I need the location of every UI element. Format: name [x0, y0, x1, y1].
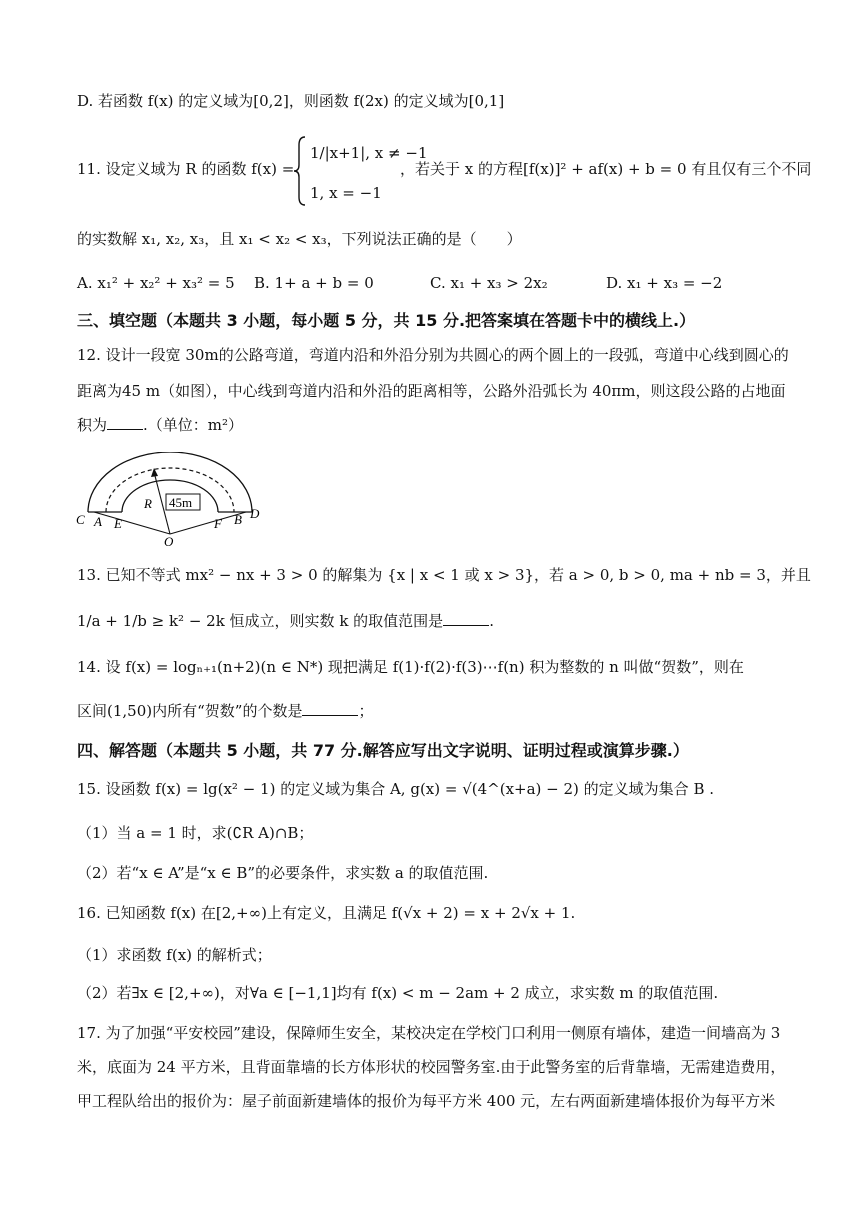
label-r: R [144, 496, 152, 511]
label-d: D [250, 506, 260, 521]
label-f: F [214, 516, 222, 531]
q15-part2: （2）若“x ∈ A”是“x ∈ B”的必要条件，求实数 a 的取值范围. [77, 864, 489, 882]
q12-text-a: 积为 [77, 416, 108, 434]
q17-line1: 17. 为了加强“平安校园”建设，保障师生安全，某校决定在学校门口利用一侧原有墙体，建造一间墙高为 3 [77, 1024, 781, 1042]
q16-part1: （1）求函数 f(x) 的解析式； [77, 946, 272, 964]
label-e: E [114, 516, 122, 531]
q12-line2: 距离为45 m（如图），中心线到弯道内沿和外沿的距离相等，公路外沿弧长为 40πm，则这段公路的占地面 [77, 382, 786, 400]
q11-line2: 的实数解 x₁, x₂, x₃，且 x₁ < x₂ < x₃，下列说法正确的是（ ） [77, 230, 522, 248]
q14-text-b: ； [358, 702, 374, 720]
road-curve-figure [74, 452, 264, 548]
q13-answer-blank[interactable] [443, 611, 489, 626]
q12-text-b: .（单位：m²） [143, 416, 244, 434]
q15-part1: （1）当 a = 1 时，求(∁R A)∩B； [77, 824, 314, 842]
q15-line1: 15. 设函数 f(x) = lg(x² − 1) 的定义域为集合 A, g(x) = √(4^(x+a) − 2) 的定义域为集合 B . [77, 780, 715, 798]
q17-line2: 米，底面为 24 平方米，且背面靠墙的长方体形状的校园警务室.由于此警务室的后背靠墙，无需建造费用， [77, 1058, 786, 1076]
q12-answer-blank[interactable] [107, 415, 143, 430]
q14-line1: 14. 设 f(x) = logₙ₊₁(n+2)(n ∈ N*) 现把满足 f(1)·f(2)·f(3)⋯f(n) 积为整数的 n 叫做“贺数”，则在 [77, 658, 744, 676]
q16-part2: （2）若∃x ∈ [2,+∞)，对∀a ∈ [−1,1]均有 f(x) < m − 2am + 2 成立，求实数 m 的取值范围. [77, 984, 719, 1002]
q13-text-b: . [489, 612, 494, 630]
piecewise-brace-icon [293, 135, 307, 207]
label-45m: 45m [169, 495, 193, 510]
q11-case2: 1, x = −1 [310, 184, 382, 202]
section-3-heading: 三、填空题（本题共 3 小题，每小题 5 分，共 15 分.把答案填在答题卡中的横线上.） [77, 311, 696, 330]
left-radius [94, 512, 170, 534]
q14-line2 [77, 700, 800, 722]
label-a: A [94, 514, 102, 529]
q11-case1: 1/|x+1|, x ≠ −1 [310, 144, 428, 162]
q13-line1: 13. 已知不等式 mx² − nx + 3 > 0 的解集为 {x | x < 1 或 x > 3}，若 a > 0, b > 0, ma + nb = 3，并且 [77, 566, 811, 584]
q11-intro: 11. 设定义域为 R 的函数 f(x) = [77, 160, 295, 178]
q13-line2 [77, 610, 800, 632]
option-d-line: D. 若函数 f(x) 的定义域为[0,2]，则函数 f(2x) 的定义域为[0,1] [77, 92, 505, 110]
q13-text-a: 1/a + 1/b ≥ k² − 2k 恒成立，则实数 k 的取值范围是 [77, 612, 444, 630]
q16-line1: 16. 已知函数 f(x) 在[2,+∞)上有定义，且满足 f(√x + 2) = x + 2√x + 1. [77, 904, 576, 922]
label-b: B [234, 512, 242, 527]
section-4-heading: 四、解答题（本题共 5 小题，共 77 分.解答应写出文字说明、证明过程或演算步骤.） [77, 741, 689, 760]
label-o: O [164, 534, 174, 548]
q11-option-b: B. 1+ a + b = 0 [254, 274, 374, 292]
q14-answer-blank[interactable] [302, 701, 358, 716]
q11-option-c: C. x₁ + x₃ > 2x₂ [430, 274, 548, 292]
q11-option-a: A. x₁² + x₂² + x₃² = 5 [77, 274, 235, 292]
q11-option-d: D. x₁ + x₃ = −2 [606, 274, 723, 292]
q17-line3: 甲工程队给出的报价为：屋子前面新建墙体的报价为每平方米 400 元，左右两面新建墙体报价为每平方米 [77, 1092, 776, 1110]
label-c: C [76, 512, 85, 527]
q12-line1: 12. 设计一段宽 30m的公路弯道，弯道内沿和外沿分别为共圆心的两个圆上的一段弧，弯道中心线到圆心的 [77, 346, 789, 364]
q12-line3 [77, 414, 800, 436]
q14-text-a: 区间(1,50)内所有“贺数”的个数是 [77, 702, 303, 720]
q11-rest: ，若关于 x 的方程[f(x)]² + af(x) + b = 0 有且仅有三个不同 [400, 160, 812, 178]
